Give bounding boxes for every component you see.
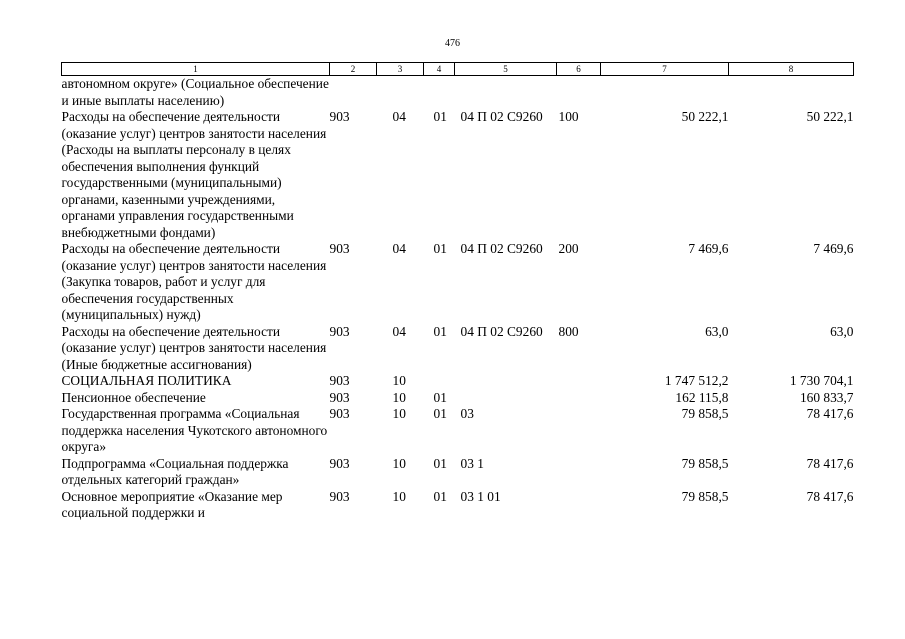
column-header-6: 6 (557, 63, 601, 76)
row-expense-type (557, 373, 601, 390)
table-row (62, 241, 854, 324)
row-section-code: 04 (392, 323, 406, 339)
row-amount-col7 (601, 76, 729, 110)
row-name: Расходы на обеспечение деятельности (оказание услуг) центров занятости населения (Закупка товаров, работ и услуг для обеспечения государственных (муниципальных) нужд) (61, 241, 327, 322)
table-row (62, 390, 854, 407)
budget-table (61, 62, 854, 522)
row-section-code: 10 (392, 488, 406, 504)
row-amount-col7: 7 469,6 (688, 241, 729, 256)
row-target-article: 04 П 02 С9260 (460, 323, 543, 339)
row-subsection-code (424, 76, 455, 110)
row-target-article: 04 П 02 С9260 (460, 109, 543, 124)
row-target-article (455, 373, 557, 390)
table-row (62, 406, 854, 456)
row-expense-type: 200 (558, 241, 579, 256)
row-section-code (377, 76, 424, 110)
row-amount-col7: 79 858,5 (681, 455, 729, 471)
row-target-article (455, 76, 557, 110)
column-number-header-row (62, 63, 854, 76)
row-target-article (455, 390, 557, 407)
row-section-code: 10 (392, 455, 406, 471)
row-amount-col7: 162 115,8 (675, 389, 729, 405)
row-target-article: 03 (460, 406, 474, 421)
row-subsection-code: 01 (433, 406, 447, 421)
column-header-1: 1 (62, 63, 330, 76)
column-header-3: 3 (377, 63, 424, 76)
row-expense-type (557, 76, 601, 110)
table-row (62, 373, 854, 390)
row-expense-type: 100 (558, 109, 579, 124)
row-expense-type (557, 406, 601, 456)
row-target-article: 04 П 02 С9260 (460, 241, 543, 256)
row-name: Основное мероприятие «Оказание мер социальной поддержки и (61, 488, 283, 520)
column-header-2: 2 (330, 63, 377, 76)
row-section-code: 04 (392, 109, 406, 124)
row-admin-code: 903 (329, 406, 350, 421)
row-name: автономном округе» (Социальное обеспечение и иные выплаты населению) (61, 76, 329, 108)
page-number: 476 (445, 38, 460, 49)
row-name: Подпрограмма «Социальная поддержка отдельных категорий граждан» (61, 455, 289, 487)
table-row (62, 324, 854, 374)
row-name: Расходы на обеспечение деятельности (оказание услуг) центров занятости населения (Расходы на выплаты персоналу в целях обеспечения выполнения функций государственными (муниципальными) органами, казенными учреждениями, органами управления государственными внебюджетными фондами) (61, 109, 327, 240)
row-amount-col8: 78 417,6 (806, 406, 854, 421)
row-name: Государственная программа «Социальная поддержка населения Чукотского автономного округа» (61, 406, 328, 454)
row-admin-code: 903 (329, 455, 350, 471)
row-subsection-code: 01 (433, 455, 447, 471)
row-amount-col7: 50 222,1 (681, 109, 729, 124)
row-amount-col8: 78 417,6 (806, 488, 854, 504)
row-expense-type (557, 489, 601, 522)
column-header-4: 4 (424, 63, 455, 76)
row-expense-type: 800 (558, 323, 579, 339)
table-row (62, 489, 854, 522)
row-section-code: 10 (392, 373, 406, 388)
row-target-article: 03 1 01 (460, 488, 501, 504)
row-name: Пенсионное обеспечение (61, 389, 206, 405)
row-amount-col8: 78 417,6 (806, 455, 854, 471)
row-amount-col7: 63,0 (705, 323, 729, 339)
row-admin-code: 903 (329, 373, 350, 388)
row-amount-col8: 160 833,7 (799, 389, 854, 405)
row-subsection-code (424, 373, 455, 390)
row-amount-col7: 79 858,5 (681, 406, 729, 421)
row-amount-col8: 50 222,1 (806, 109, 854, 124)
row-expense-type (557, 390, 601, 407)
row-expense-type (557, 456, 601, 489)
table-row (62, 76, 854, 110)
table-row (62, 109, 854, 241)
column-header-8: 8 (729, 63, 854, 76)
row-subsection-code: 01 (433, 241, 447, 256)
row-amount-col8 (729, 76, 854, 110)
row-amount-col8: 1 730 704,1 (789, 373, 854, 388)
row-subsection-code: 01 (433, 109, 447, 124)
row-admin-code: 903 (329, 241, 350, 256)
table-row (62, 456, 854, 489)
row-admin-code (330, 76, 377, 110)
row-amount-col8: 7 469,6 (813, 241, 854, 256)
row-amount-col7: 79 858,5 (681, 488, 729, 504)
column-header-7: 7 (601, 63, 729, 76)
row-admin-code: 903 (329, 323, 350, 339)
column-header-5: 5 (455, 63, 557, 76)
row-amount-col7: 1 747 512,2 (664, 373, 729, 388)
row-subsection-code: 01 (433, 389, 447, 405)
row-admin-code: 903 (329, 488, 350, 504)
row-subsection-code: 01 (433, 323, 447, 339)
row-name: СОЦИАЛЬНАЯ ПОЛИТИКА (61, 373, 232, 388)
row-section-code: 10 (392, 406, 406, 421)
row-target-article: 03 1 (460, 455, 484, 471)
row-name: Расходы на обеспечение деятельности (оказание услуг) центров занятости населения (Иные бюджетные ассигнования) (61, 323, 327, 372)
row-amount-col8: 63,0 (830, 323, 854, 339)
row-admin-code: 903 (329, 109, 350, 124)
row-section-code: 10 (392, 389, 406, 405)
row-admin-code: 903 (329, 389, 350, 405)
row-section-code: 04 (392, 241, 406, 256)
row-subsection-code: 01 (433, 488, 447, 504)
